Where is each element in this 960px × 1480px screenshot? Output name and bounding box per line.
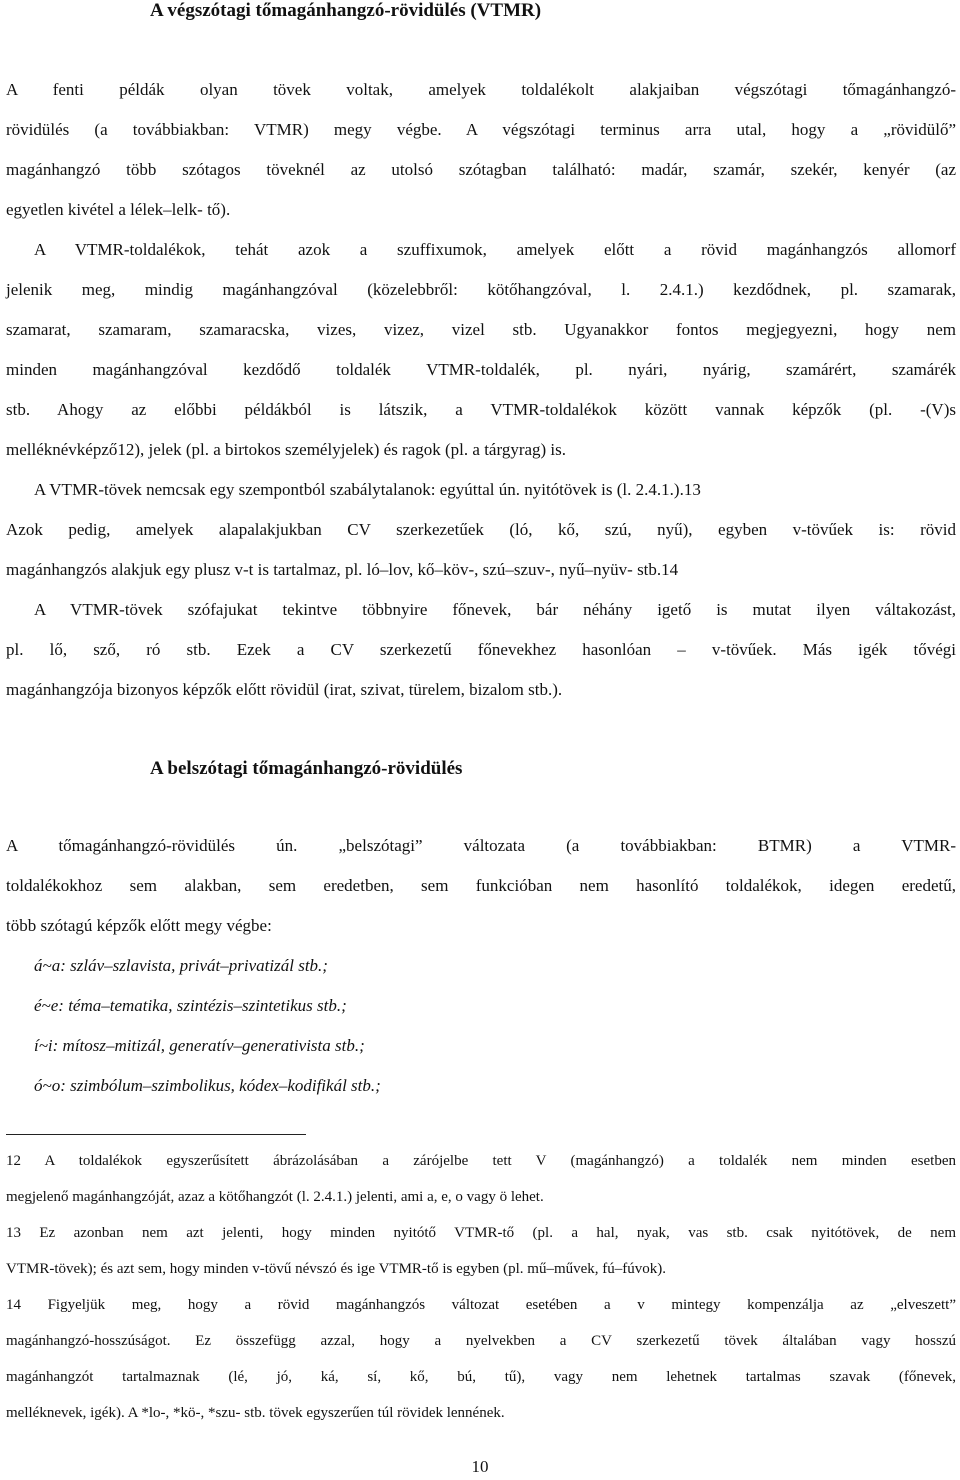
section-heading-btmr: A belszótagi tőmagánhangzó-rövidülés (150, 758, 463, 779)
footnote-line: VTMR-tövek); és azt sem, hogy minden v-tövű névszó és ige VTMR-tő is egyben (pl. mű–művek, fú–fúvok). (6, 1261, 667, 1277)
body-line: jelenik meg, mindig magánhangzóval (közelebbről: kötőhangzóval, l. 2.4.1.) kezdődnek, pl. szamarak, (6, 280, 956, 299)
footnote-line: megjelenő magánhangzóját, azaz a kötőhangzót (l. 2.4.1.) jelenti, ami a, e, o vagy ö lehet. (6, 1189, 544, 1205)
example-line: é~e: téma–tematika, szintézis–szintetikus stb.; (34, 996, 347, 1015)
body-line: több szótagú képzők előtt megy végbe: (6, 916, 272, 935)
footnote-line: 13 Ez azonban nem azt jelenti, hogy minden nyitótő VTMR-tő (pl. a hal, nyak, vas stb. csak nyitótövek, de nem (6, 1225, 956, 1241)
body-line: rövidülés (a továbbiakban: VTMR) megy végbe. A végszótagi terminus arra utal, hogy a „rövidülő” (6, 120, 956, 139)
body-line: magánhangzója bizonyos képzők előtt rövidül (irat, szivat, türelem, bizalom stb.). (6, 680, 563, 699)
body-line: A VTMR-toldalékok, tehát azok a szuffixumok, amelyek előtt a rövid magánhangzós allomorf (34, 240, 956, 259)
footnote-line: magánhangzót tartalmaznak (lé, jó, ká, sí, kő, bú, tű), vagy nem lehetnek tartalmas szavak (főnevek, (6, 1369, 956, 1385)
body-line: A fenti példák olyan tövek voltak, amelyek toldalékolt alakjaiban végszótagi tőmagánhangzó- (6, 80, 956, 99)
example-line: í~i: mítosz–mitizál, generatív–generativista stb.; (34, 1036, 365, 1055)
body-line: melléknévképző12), jelek (pl. a birtokos személyjelek) és ragok (pl. a tárgyrag) is. (6, 440, 567, 459)
footnote-line: melléknevek, igék). A *lo-, *kö-, *szu- stb. tövek egyszerűen túl rövidek lennének. (6, 1405, 505, 1421)
body-line: minden magánhangzóval kezdődő toldalék VTMR-toldalék, pl. nyári, nyárig, szamárért, szamárék (6, 360, 956, 379)
body-line: egyetlen kivétel a lélek–lelk- tő). (6, 200, 231, 219)
body-line: pl. lő, sző, ró stb. Ezek a CV szerkezetű főnevekhez hasonlóan – v-tövűek. Más igék tővégi (6, 640, 956, 659)
footnote-line: 14 Figyeljük meg, hogy a rövid magánhangzós változat esetében a v mintegy kompenzálja az „elveszett” (6, 1297, 956, 1313)
footnote-line: 12 A toldalékok egyszerűsített ábrázolásában a zárójelbe tett V (magánhangzó) a toldalék nem minden esetben (6, 1153, 956, 1169)
body-line: Azok pedig, amelyek alapalakjukban CV szerkezetűek (ló, kő, szú, nyű), egyben v-tövűek is: rövid (6, 520, 956, 539)
footnote-separator (6, 1134, 306, 1135)
example-line: ó~o: szimbólum–szimbolikus, kódex–kodifikál stb.; (34, 1076, 381, 1095)
body-line: magánhangzós alakjuk egy plusz v-t is tartalmaz, pl. ló–lov, kő–köv-, szú–szuv-, nyű–nyüv- stb.14 (6, 560, 679, 579)
page-number: 10 (471, 1457, 489, 1476)
body-line: szamarat, szamaram, szamaracska, vizes, vizez, vizel stb. Ugyanakkor fontos megjegyezni, hogy nem (6, 320, 956, 339)
body-line: A VTMR-tövek szófajukat tekintve többnyire főnevek, bár néhány igető is mutat ilyen váltakozást, (34, 600, 956, 619)
body-line: stb. Ahogy az előbbi példákból is látszik, a VTMR-toldalékok között vannak képzők (pl. -(V)s (6, 400, 956, 419)
footnote-line: magánhangzó-hosszúságot. Ez összefügg azzal, hogy a nyelvekben a CV szerkezetű tövek általában vagy hosszú (6, 1333, 956, 1349)
body-line: A tőmagánhangzó-rövidülés ún. „belszótagi” változata (a továbbiakban: BTMR) a VTMR- (6, 836, 956, 855)
body-line: A VTMR-tövek nemcsak egy szempontból szabálytalanok: egyúttal ún. nyitótövek is (l. 2.4.1.).13 (34, 480, 701, 499)
body-line: magánhangzó több szótagos töveknél az utolsó szótagban található: madár, szamár, szekér, kenyér (az (6, 160, 956, 179)
body-line: toldalékokhoz sem alakban, sem eredetben, sem funkcióban nem hasonlító toldalékok, idegen eredetű, (6, 876, 956, 895)
example-line: á~a: szláv–szlavista, privát–privatizál stb.; (34, 956, 328, 975)
section-heading-vtmr: A végszótagi tőmagánhangzó-rövidülés (VTMR) (150, 0, 542, 21)
